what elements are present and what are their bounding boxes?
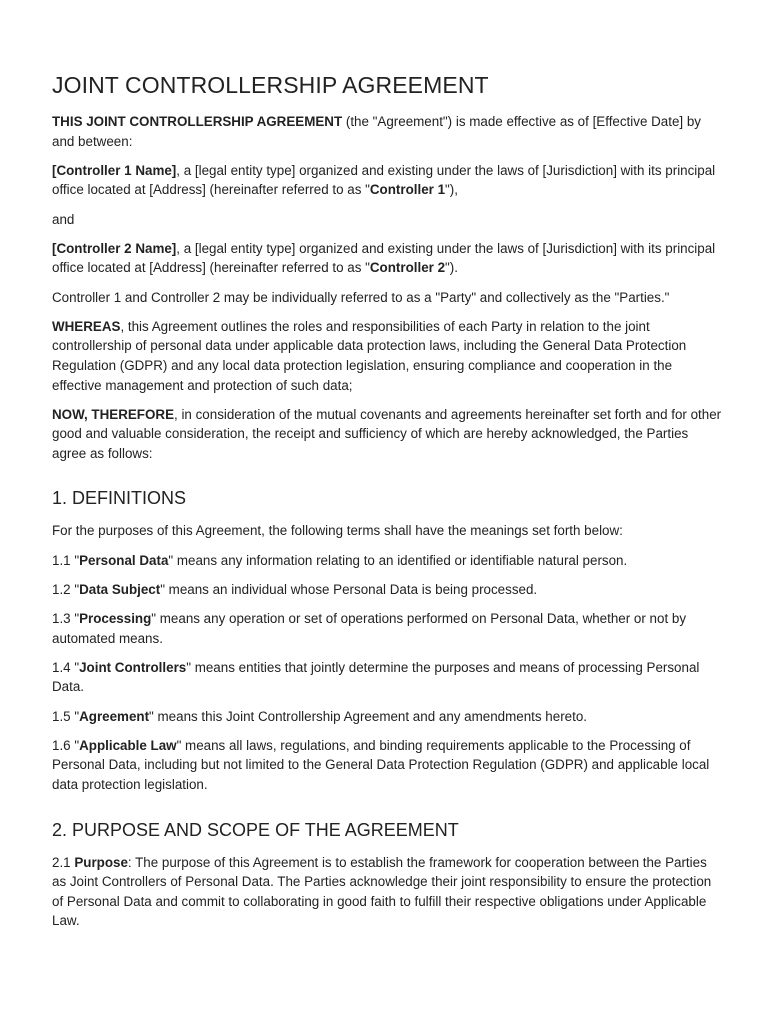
definition-term: Agreement [79, 708, 150, 724]
definition-number: 1.6 " [52, 737, 80, 753]
definition-number: 1.5 " [52, 708, 80, 724]
definition-text: " means any operation or set of operations performed on Personal Data, whether or not by automated means. [52, 611, 687, 646]
definition-number: 1.2 " [52, 581, 80, 597]
document-title: JOINT CONTROLLERSHIP AGREEMENT [52, 72, 489, 98]
definition-term: Joint Controllers [79, 659, 187, 675]
whereas-bold: WHEREAS [52, 318, 121, 334]
definition-number: 1.1 " [52, 552, 80, 568]
now-therefore-bold: NOW, THEREFORE [52, 406, 175, 422]
controller1-text: , a [legal entity type] organized and existing under the laws of [Jurisdiction] with its principal office located at [Address] (hereinafter referred to as " [52, 162, 716, 198]
parties-paragraph: Controller 1 and Controller 2 may be individually referred to as a "Party" and collectively as the "Parties." [52, 289, 670, 305]
definition-1-4 [52, 658, 724, 697]
document-page [52, 70, 724, 941]
definition-term: Data Subject [79, 581, 161, 597]
whereas-text: , this Agreement outlines the roles and responsibilities of each Party in relation to the joint controllership of personal data under applicable data protection laws, including the General Data Protection Regulation (GDPR) and any local data protection legislation, ensuring compliance and cooperation in the effective management and protection of such data; [52, 318, 687, 393]
clause-number: 2.1 [52, 854, 75, 870]
intro-bold: THIS JOINT CONTROLLERSHIP AGREEMENT [52, 114, 343, 129]
definition-text: " means all laws, regulations, and binding requirements applicable to the Processing of Personal Data, including but not limited to the General Data Protection Regulation (GDPR) and applicable local data protection legislation. [52, 737, 710, 792]
intro-paragraph [52, 112, 724, 151]
definition-1-6 [52, 736, 724, 795]
controller1-name: [Controller 1 Name] [52, 162, 177, 178]
clause-2-1 [52, 853, 724, 931]
definition-1-2 [52, 580, 724, 600]
section1-heading: 1. DEFINITIONS [52, 488, 187, 509]
definition-term: Personal Data [79, 552, 169, 568]
definition-number: 1.3 " [52, 611, 80, 627]
clause-text: : The purpose of this Agreement is to establish the framework for cooperation between the Parties as Joint Controllers of Personal Data. The Parties acknowledge their joint responsibility to ensure the protection of Personal Data and commit to collaborating in good faith to fulfill their respective obligations under Applicable Law. [52, 854, 712, 929]
definition-term: Processing [79, 611, 152, 627]
controller2-name: [Controller 2 Name] [52, 240, 177, 256]
controller1-end: "), [445, 182, 458, 198]
definition-term: Applicable Law [79, 737, 177, 753]
definition-text: " means an individual whose Personal Data is being processed. [160, 581, 538, 597]
definition-1-3 [52, 609, 724, 648]
controller2-end: "). [445, 260, 458, 276]
now-therefore-paragraph [52, 405, 724, 464]
and-paragraph: and [52, 211, 75, 227]
definition-text: " means any information relating to an identified or identifiable natural person. [168, 552, 628, 568]
controller2-paragraph [52, 239, 724, 278]
controller2-ref: Controller 2 [369, 260, 446, 276]
definition-text: " means entities that jointly determine the purposes and means of processing Personal Data. [52, 659, 700, 695]
controller1-paragraph [52, 161, 724, 200]
definition-1-1 [52, 551, 724, 571]
now-therefore-text: , in consideration of the mutual covenants and agreements hereinafter set forth and for other good and valuable consideration, the receipt and sufficiency of which are hereby acknowledged, the Parties agree as follows: [52, 406, 722, 461]
section1-intro: For the purposes of this Agreement, the following terms shall have the meanings set forth below: [52, 523, 623, 539]
controller1-ref: Controller 1 [369, 182, 446, 198]
whereas-paragraph [52, 317, 724, 395]
section2-heading: 2. PURPOSE AND SCOPE OF THE AGREEMENT [52, 819, 459, 840]
controller2-text: , a [legal entity type] organized and existing under the laws of [Jurisdiction] with its principal office located at [Address] (hereinafter referred to as " [52, 240, 716, 276]
intro-text: (the "Agreement") is made effective as of [Effective Date] by and between: [52, 114, 701, 149]
clause-term: Purpose [74, 854, 128, 870]
definition-1-5 [52, 707, 724, 727]
definition-text: " means this Joint Controllership Agreement and any amendments hereto. [149, 708, 588, 724]
definition-number: 1.4 " [52, 659, 80, 675]
